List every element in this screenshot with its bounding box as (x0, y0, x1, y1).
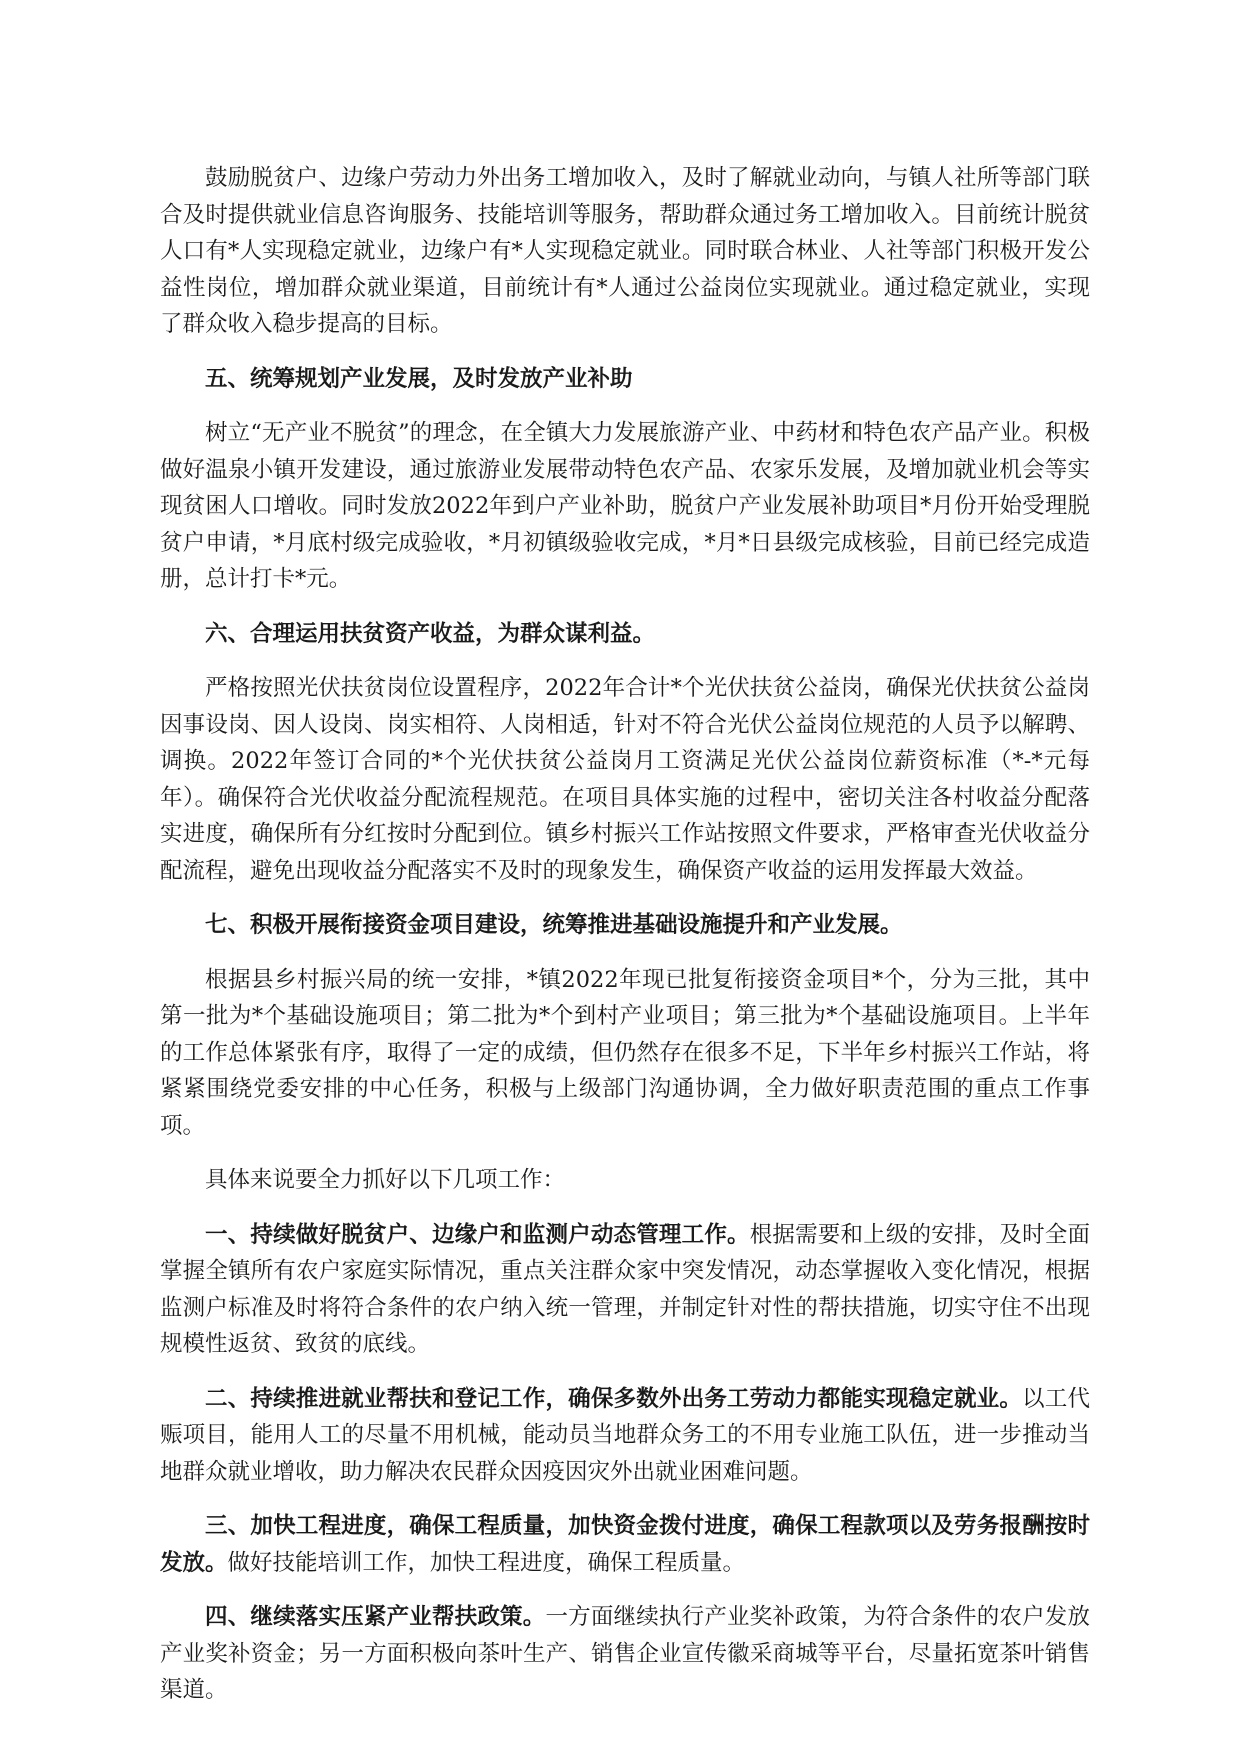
task-item-3-body: 做好技能培训工作，加快工程进度，确保工程质量。 (227, 1549, 746, 1576)
paragraph-employment: 鼓励脱贫户、边缘户劳动力外出务工增加收入，及时了解就业动向，与镇人社所等部门联合及时提供就业信息咨询服务、技能培训等服务，帮助群众通过务工增加收入。目前统计脱贫人口有*人实现稳定就业，边缘户有*人实现稳定就业。同时联合林业、人社等部门积极开发公益性岗位，增加群众就业渠道，目前统计有*人通过公益岗位实现就业。通过稳定就业，实现了群众收入稳步提高的目标。 (160, 165, 1090, 337)
task-item-2 (160, 1381, 1090, 1491)
task-item-1 (160, 1217, 1090, 1363)
paragraph-projects: 根据县乡村振兴局的统一安排，*镇2022年现已批复衔接资金项目*个，分为三批，其中第一批为*个基础设施项目；第二批为*个到村产业项目；第三批为*个基础设施项目。上半年的工作总体紧张有序，取得了一定的成绩，但仍然存在很多不足，下半年乡村振兴工作站，将紧紧围绕党委安排的中心任务，积极与上级部门沟通协调，全力做好职责范围的重点工作事项。 (160, 966, 1090, 1139)
task-item-4 (160, 1599, 1090, 1709)
task-item-3-lead: 三、加快工程进度，确保工程质量，加快资金拨付进度，确保工程款项以及劳务报酬按时发放。 (160, 1513, 1090, 1576)
task-item-2-lead: 二、持续推进就业帮扶和登记工作，确保多数外出务工劳动力都能实现稳定就业。 (205, 1385, 1023, 1412)
task-item-4-lead: 四、继续落实压紧产业帮扶政策。 (205, 1604, 546, 1630)
document-page (160, 160, 1090, 1727)
task-item-1-lead: 一、持续做好脱贫户、边缘户和监测户动态管理工作。 (205, 1221, 750, 1248)
paragraph-industry: 树立“无产业不脱贫”的理念，在全镇大力发展旅游产业、中药材和特色农产品产业。积极做好温泉小镇开发建设，通过旅游业发展带动特色农产品、农家乐发展，及增加就业机会等实现贫困人口增收。同时发放2022年到户产业补助，脱贫户产业发展补助项目*月份开始受理脱贫户申请，*月底村级完成验收，*月初镇级验收完成，*月*日县级完成核验，目前已经完成造册，总计打卡*元。 (160, 420, 1090, 592)
paragraph-assets: 严格按照光伏扶贫岗位设置程序，2022年合计*个光伏扶贫公益岗，确保光伏扶贫公益岗因事设岗、因人设岗、岗实相符、人岗相适，针对不符合光伏公益岗位规范的人员予以解聘、调换。2022年签订合同的*个光伏扶贫公益岗月工资满足光伏公益岗位薪资标准（*-*元每年）。确保符合光伏收益分配流程规范。在项目具体实施的过程中，密切关注各村收益分配落实进度，确保所有分红按时分配到位。镇乡村振兴工作站按照文件要求，严格审查光伏收益分配流程，避免出现收益分配落实不及时的现象发生，确保资产收益的运用发挥最大效益。 (160, 675, 1090, 884)
heading-section-6: 六、合理运用扶贫资产收益，为群众谋利益。 (205, 620, 656, 647)
heading-section-7: 七、积极开展衔接资金项目建设，统筹推进基础设施提升和产业发展。 (205, 912, 903, 938)
task-item-4-body: 一方面继续执行产业奖补政策，为符合条件的农户发放产业奖补资金；另一方面积极向茶叶生产、销售企业宣传徽采商城等平台，尽量拓宽茶叶销售渠道。 (160, 1604, 1090, 1703)
heading-section-5: 五、统筹规划产业发展，及时发放产业补助 (205, 365, 633, 392)
paragraph-intro-tasks: 具体来说要全力抓好以下几项工作： (205, 1167, 566, 1193)
task-item-2-body: 以工代赈项目，能用人工的尽量不用机械，能动员当地群众务工的不用专业施工队伍，进一步推动当地群众就业增收，助力解决农民群众因疫因灾外出就业困难问题。 (160, 1385, 1090, 1485)
task-item-3 (160, 1508, 1090, 1581)
task-item-1-body: 根据需要和上级的安排，及时全面掌握全镇所有农户家庭实际情况，重点关注群众家中突发情况，动态掌握收入变化情况，根据监测户标准及时将符合条件的农户纳入统一管理，并制定针对性的帮扶措施，切实守住不出现规模性返贫、致贫的底线。 (160, 1221, 1090, 1357)
